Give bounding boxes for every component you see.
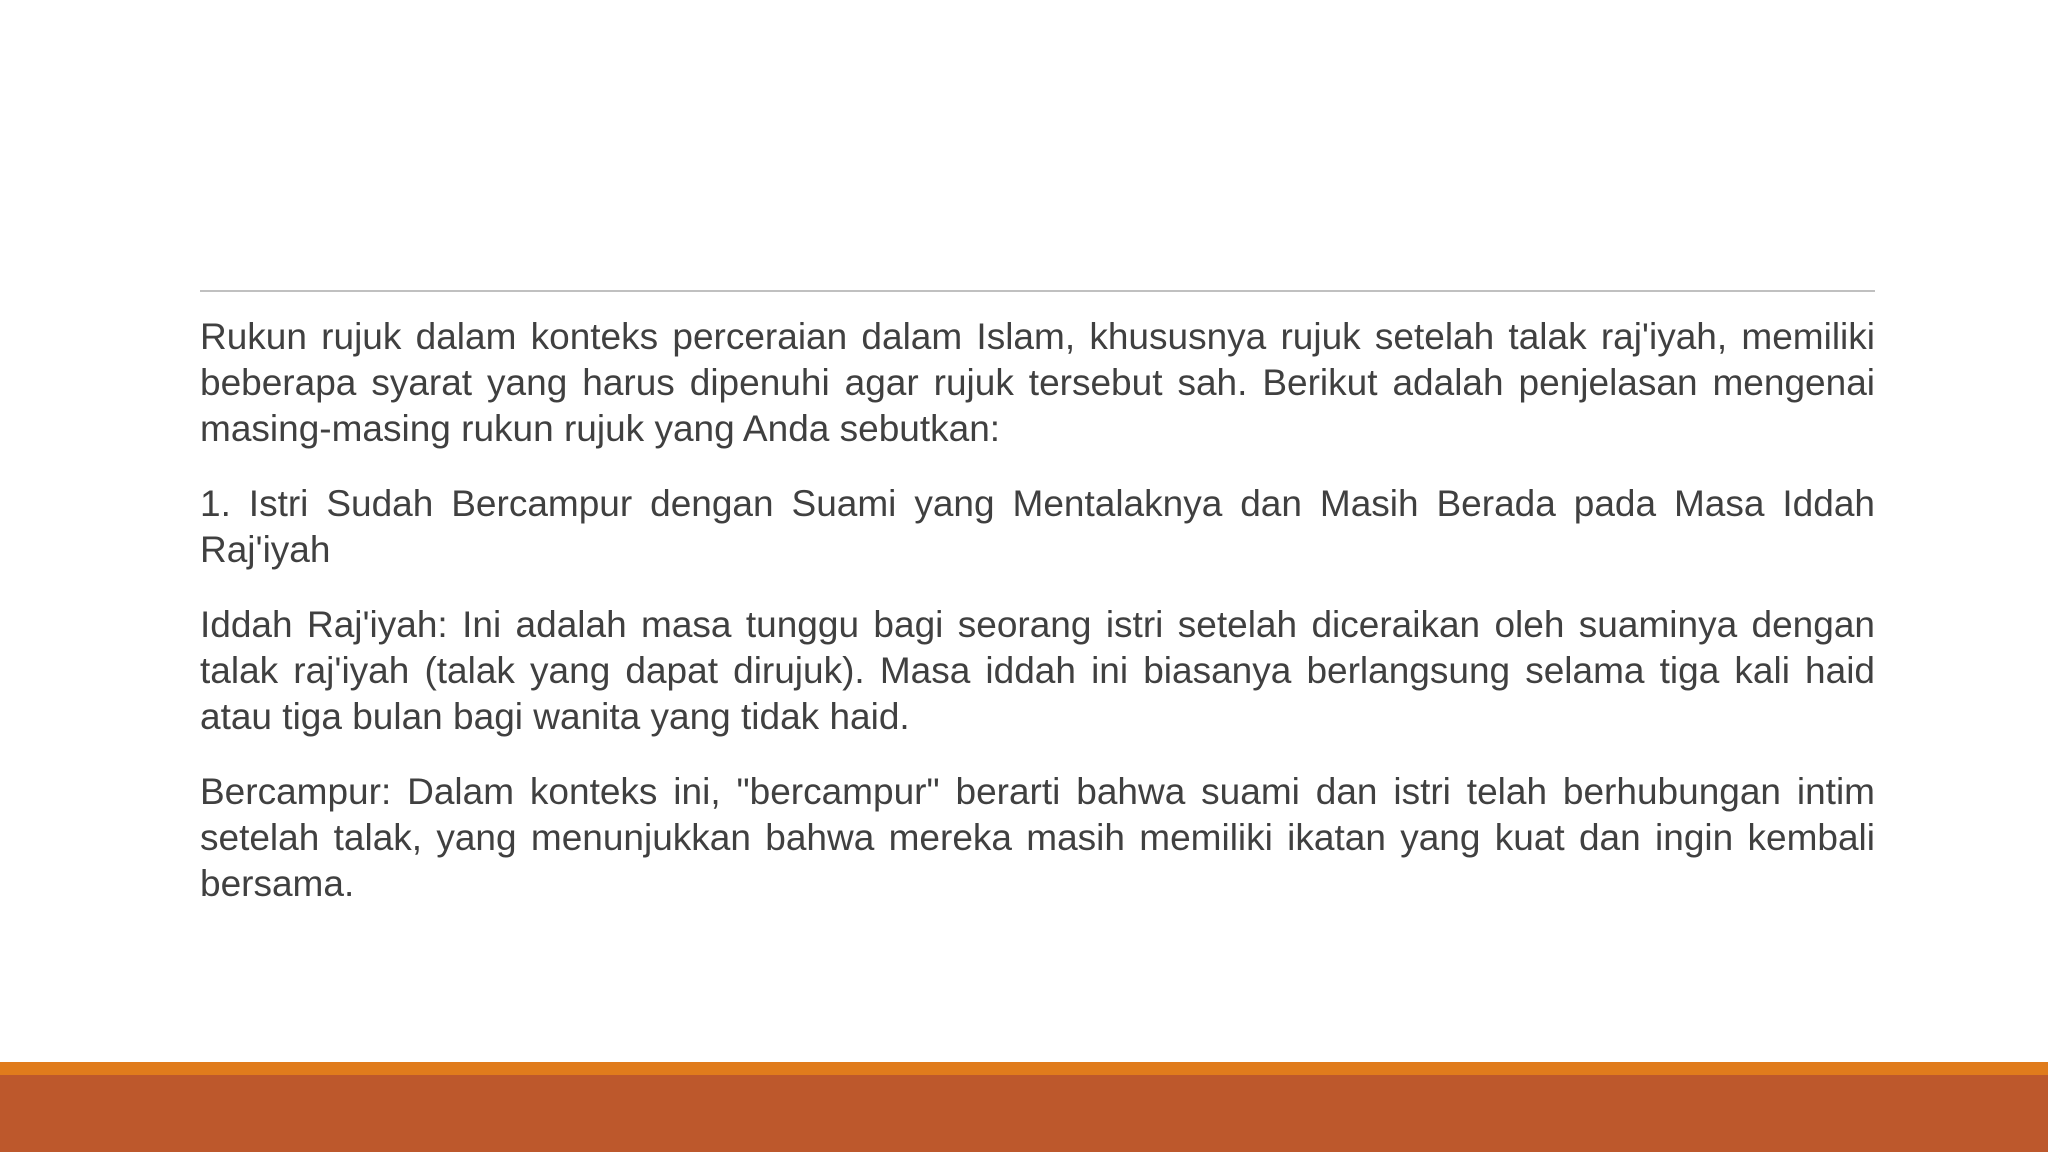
footer-accent-bar: [0, 1062, 2048, 1075]
footer-bar: [0, 1075, 2048, 1152]
paragraph-intro: Rukun rujuk dalam konteks perceraian dalam Islam, khususnya rujuk setelah talak raj'iyah, memiliki beberapa syarat yang harus dipenuhi agar rujuk tersebut sah. Berikut adalah penjelasan mengenai masing-masing rukun rujuk yang Anda sebutkan:: [200, 316, 1875, 449]
paragraph-point-1: 1. Istri Sudah Bercampur dengan Suami yang Mentalaknya dan Masih Berada pada Masa Iddah Raj'iyah: [200, 483, 1875, 570]
paragraph-bercampur: Bercampur: Dalam konteks ini, "bercampur" berarti bahwa suami dan istri telah berhubungan intim setelah talak, yang menunjukkan bahwa mereka masih memiliki ikatan yang kuat dan ingin kembali bersama.: [200, 771, 1875, 904]
body-text: [200, 314, 1875, 936]
paragraph-iddah: Iddah Raj'iyah: Ini adalah masa tunggu bagi seorang istri setelah diceraikan oleh suaminya dengan talak raj'iyah (talak yang dapat dirujuk). Masa iddah ini biasanya berlangsung selama tiga kali haid atau tiga bulan bagi wanita yang tidak haid.: [200, 604, 1875, 737]
title-divider: [200, 290, 1875, 292]
